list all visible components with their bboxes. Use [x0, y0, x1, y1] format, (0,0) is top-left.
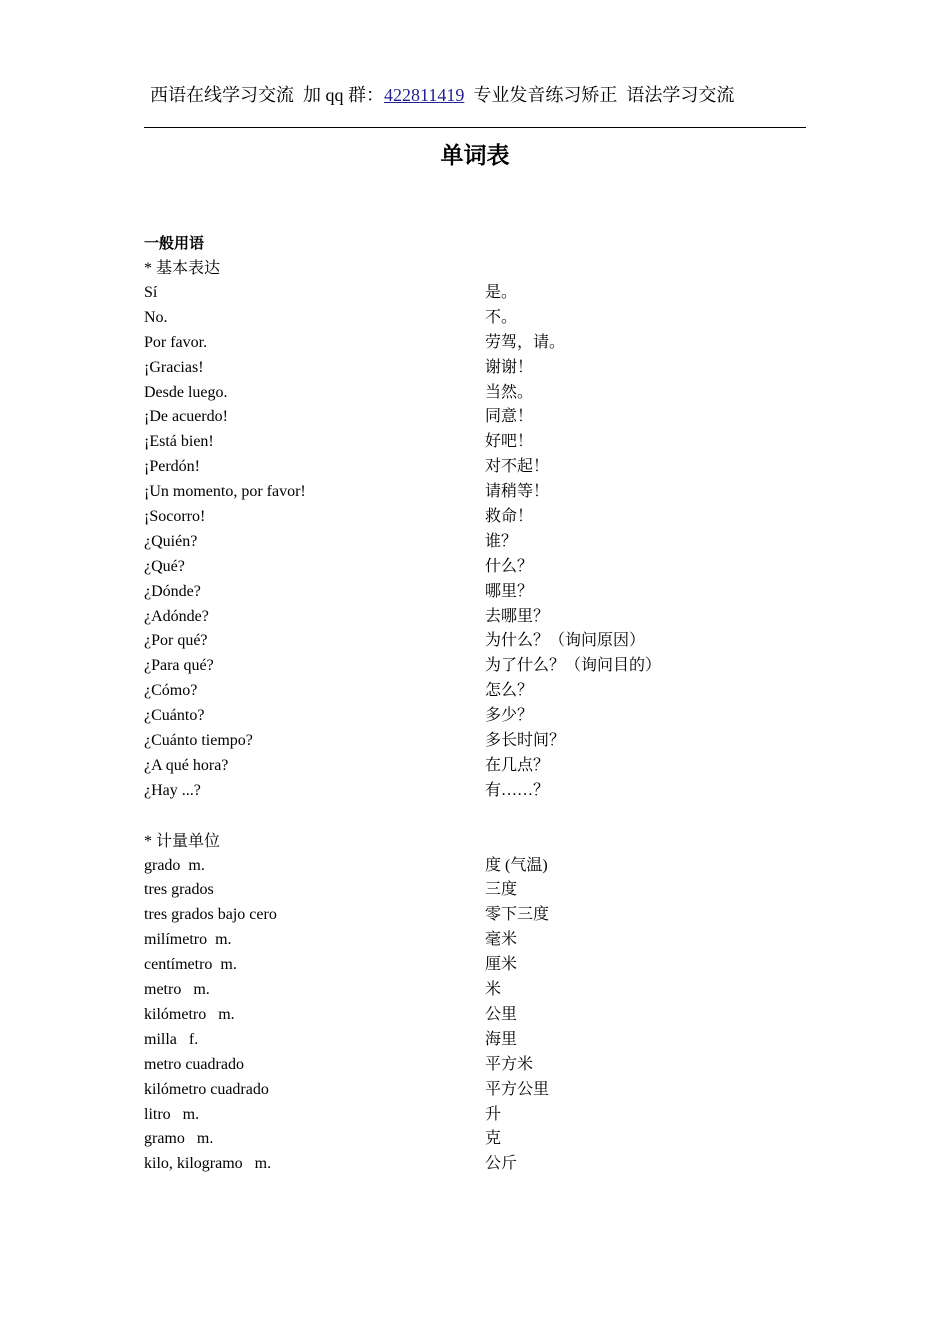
chinese-translation: 公斤	[485, 1155, 518, 1173]
chinese-translation: 去哪里？	[485, 607, 550, 625]
spanish-term: tres grados bajo cero	[144, 906, 277, 924]
chinese-translation: 谁？	[485, 532, 518, 550]
document-title: 单词表	[440, 143, 510, 169]
spanish-term: ¡Está bien!	[144, 433, 214, 451]
chinese-translation: 在几点？	[485, 756, 550, 774]
group-spacer	[144, 804, 806, 829]
vocab-row	[144, 953, 806, 978]
spanish-term: ¿Quién?	[144, 532, 198, 550]
vocab-row	[144, 903, 806, 928]
word-list-units	[144, 854, 806, 1178]
chinese-translation: 好吧！	[485, 433, 534, 451]
vocab-row	[144, 430, 806, 455]
group-heading-basic-expressions: * 基本表达	[144, 260, 221, 277]
vocab-row	[144, 704, 806, 729]
chinese-translation: 什么？	[485, 557, 534, 575]
vocab-row	[144, 928, 806, 953]
vocab-row	[144, 754, 806, 779]
chinese-translation: 多长时间？	[485, 732, 566, 750]
vocab-row	[144, 530, 806, 555]
chinese-translation: 度 (气温)	[485, 856, 548, 874]
spanish-term: ¿A qué hora?	[144, 756, 229, 774]
spanish-term: Sí	[144, 284, 158, 301]
chinese-translation: 救命！	[485, 508, 534, 526]
vocab-row	[144, 331, 806, 356]
vocab-row	[144, 455, 806, 480]
vocab-row	[144, 405, 806, 430]
vocab-row	[144, 1127, 806, 1152]
vocab-row	[144, 505, 806, 530]
spanish-term: ¡Socorro!	[144, 508, 206, 526]
spanish-term: ¿Dónde?	[144, 582, 201, 600]
spanish-term: kilómetro cuadrado	[144, 1080, 269, 1098]
vocab-row	[144, 1028, 806, 1053]
vocab-row	[144, 356, 806, 381]
chinese-translation: 海里	[485, 1030, 518, 1048]
vocab-row	[144, 978, 806, 1003]
section-heading: 一般用语	[144, 234, 205, 252]
chinese-translation: 同意！	[485, 408, 534, 426]
header-divider	[144, 127, 806, 128]
vocab-row	[144, 729, 806, 754]
chinese-translation: 三度	[485, 881, 518, 899]
vocab-row	[144, 605, 806, 630]
spanish-term: metro m.	[144, 981, 210, 999]
spanish-term: ¡Un momento, por favor!	[144, 483, 306, 501]
chinese-translation: 哪里？	[485, 582, 534, 600]
qq-group-link[interactable]: 422811419	[384, 85, 465, 105]
chinese-translation: 劳驾，请。	[485, 333, 566, 351]
spanish-term: ¡De acuerdo!	[144, 408, 228, 426]
spanish-term: ¿Cuánto?	[144, 707, 205, 725]
vocab-row	[144, 654, 806, 679]
spanish-term: Desde luego.	[144, 383, 228, 401]
spanish-term: kilómetro m.	[144, 1005, 235, 1023]
chinese-translation: 平方米	[485, 1055, 534, 1073]
spanish-term: tres grados	[144, 881, 214, 899]
chinese-translation: 当然。	[485, 383, 534, 401]
spanish-term: ¡Perdón!	[144, 458, 200, 476]
vocab-row	[144, 381, 806, 406]
page-header	[150, 82, 734, 108]
vocab-row	[144, 629, 806, 654]
chinese-translation: 不。	[485, 308, 518, 326]
vocab-row	[144, 555, 806, 580]
chinese-translation: 谢谢！	[485, 358, 534, 376]
chinese-translation: 公里	[485, 1005, 518, 1023]
spanish-term: ¡Gracias!	[144, 358, 204, 376]
vocab-row	[144, 1152, 806, 1177]
chinese-translation: 克	[485, 1130, 502, 1148]
chinese-translation: 对不起！	[485, 458, 550, 476]
chinese-translation: 为什么？（询问原因）	[485, 632, 646, 650]
chinese-translation: 请稍等！	[485, 483, 550, 501]
chinese-translation: 多少？	[485, 707, 534, 725]
spanish-term: ¿Qué?	[144, 557, 185, 575]
spanish-term: ¿Para qué?	[144, 657, 214, 675]
header-text-before: 西语在线学习交流 加 qq 群：	[150, 85, 384, 105]
chinese-translation: 毫米	[485, 931, 518, 949]
spanish-term: ¿Hay ...?	[144, 781, 201, 799]
spanish-term: ¿Adónde?	[144, 607, 209, 625]
spanish-term: metro cuadrado	[144, 1055, 244, 1073]
spanish-term: ¿Cuánto tiempo?	[144, 732, 253, 750]
header-text-after: 专业发音练习矫正 语法学习交流	[464, 85, 735, 105]
spanish-term: ¿Cómo?	[144, 682, 198, 700]
vocabulary-content	[144, 231, 806, 1177]
word-list-basic-expressions	[144, 281, 806, 804]
vocab-row	[144, 580, 806, 605]
chinese-translation: 为了什么？（询问目的）	[485, 657, 662, 675]
chinese-translation: 零下三度	[485, 906, 550, 924]
spanish-term: milímetro m.	[144, 931, 232, 949]
vocab-row	[144, 306, 806, 331]
spanish-term: kilo, kilogramo m.	[144, 1155, 272, 1173]
chinese-translation: 怎么？	[485, 682, 534, 700]
vocab-row	[144, 779, 806, 804]
spanish-term: gramo m.	[144, 1130, 214, 1148]
vocab-row	[144, 281, 806, 306]
spanish-term: milla f.	[144, 1030, 199, 1048]
chinese-translation: 是。	[485, 284, 518, 301]
vocab-row	[144, 1053, 806, 1078]
chinese-translation: 厘米	[485, 956, 518, 974]
spanish-term: grado m.	[144, 856, 205, 874]
chinese-translation: 平方公里	[485, 1080, 550, 1098]
vocab-row	[144, 1103, 806, 1128]
vocab-row	[144, 679, 806, 704]
spanish-term: Por favor.	[144, 333, 208, 351]
spanish-term: No.	[144, 308, 168, 326]
chinese-translation: 有……？	[485, 781, 550, 799]
spanish-term: litro m.	[144, 1105, 200, 1123]
vocab-row	[144, 854, 806, 879]
chinese-translation: 米	[485, 981, 502, 999]
vocab-row	[144, 1078, 806, 1103]
spanish-term: ¿Por qué?	[144, 632, 208, 650]
group-heading-units: * 计量单位	[144, 832, 221, 850]
vocab-row	[144, 480, 806, 505]
spanish-term: centímetro m.	[144, 956, 237, 974]
vocab-row	[144, 878, 806, 903]
chinese-translation: 升	[485, 1105, 502, 1123]
vocab-row	[144, 1003, 806, 1028]
